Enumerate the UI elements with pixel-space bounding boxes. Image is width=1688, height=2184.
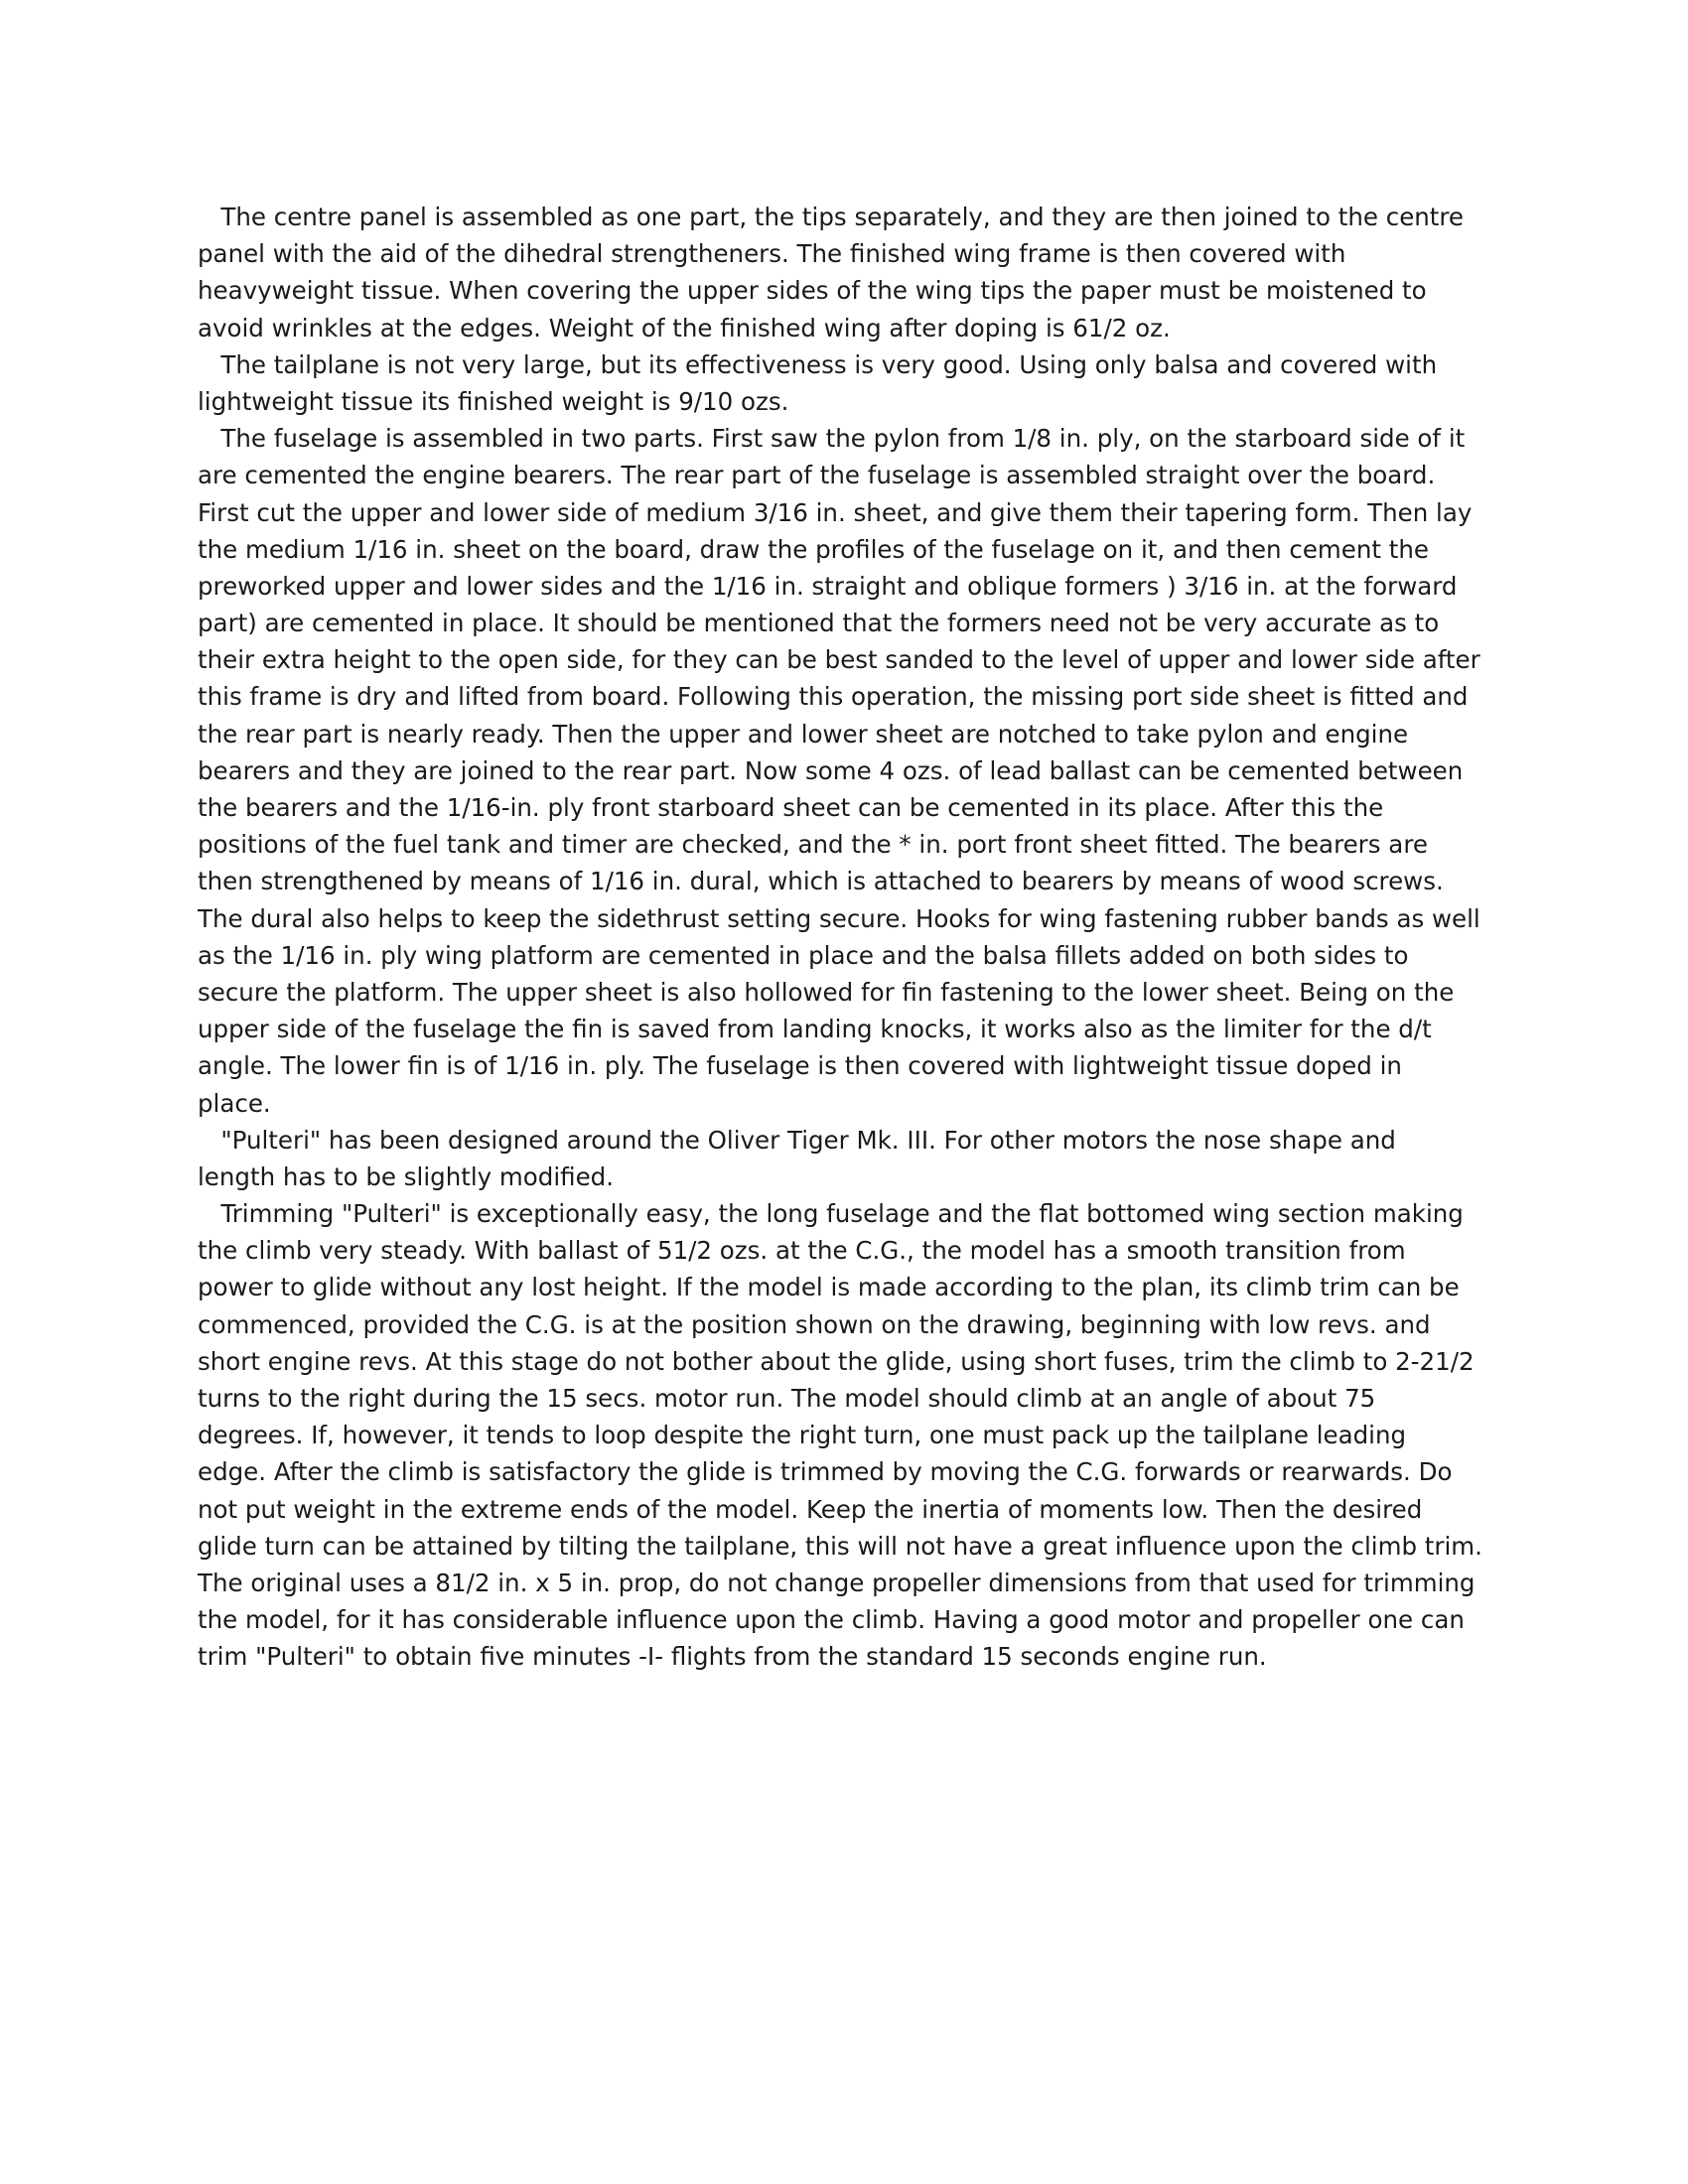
text-line: degrees. If, however, it tends to loop despite the right turn, one must pack up the tailplane leading bbox=[198, 1421, 1407, 1450]
text-line: length has to be slightly modified. bbox=[198, 1161, 614, 1191]
text-line: the bearers and the 1/16-in. ply front starboard sheet can be cemented in its place. After this the bbox=[198, 793, 1384, 822]
text-line: The dural also helps to keep the sidethrust setting secure. Hooks for wing fastening rubber bands as well bbox=[198, 903, 1480, 933]
text-line: trim "Pulteri" to obtain five minutes -I- flights from the standard 15 seconds engine run. bbox=[198, 1642, 1267, 1672]
text-line: The fuselage is assembled in two parts. First saw the pylon from 1/8 in. ply, on the starboard side of it bbox=[198, 424, 1466, 454]
text-line: glide turn can be attained by tilting the tailplane, this will not have a great influence upon the climb trim. bbox=[198, 1531, 1482, 1561]
text-line: edge. After the climb is satisfactory the glide is trimmed by moving the C.G. forwards or rearwards. Do bbox=[198, 1457, 1453, 1487]
text-line: Trimming "Pulteri" is exceptionally easy, the long fuselage and the flat bottomed wing section making bbox=[198, 1199, 1464, 1229]
text-line: their extra height to the open side, for they can be best sanded to the level of upper and lower side after bbox=[198, 645, 1480, 675]
text-line: The original uses a 81/2 in. x 5 in. prop, do not change propeller dimensions from that used for trimming bbox=[198, 1568, 1476, 1597]
text-line: positions of the fuel tank and timer are checked, and the * in. port front sheet fitted. The bearers are bbox=[198, 830, 1428, 860]
text-line: secure the platform. The upper sheet is also hollowed for fin fastening to the lower sheet. Being on the bbox=[198, 977, 1455, 1007]
text-line: angle. The lower fin is of 1/16 in. ply. The fuselage is then covered with lightweight tissue doped in bbox=[198, 1051, 1402, 1081]
text-line: short engine revs. At this stage do not bother about the glide, using short fuses, trim the climb to 2-21/2 bbox=[198, 1346, 1475, 1376]
text-line: power to glide without any lost height. If the model is made according to the plan, its climb trim can be bbox=[198, 1273, 1460, 1302]
text-line: First cut the upper and lower side of medium 3/16 in. sheet, and give them their tapering form. Then lay bbox=[198, 497, 1473, 527]
text-line: not put weight in the extreme ends of the model. Keep the inertia of moments low. Then the desired bbox=[198, 1494, 1423, 1524]
text-line: the climb very steady. With ballast of 51/2 ozs. at the C.G., the model has a smooth transition from bbox=[198, 1236, 1406, 1266]
text-line: bearers and they are joined to the rear part. Now some 4 ozs. of lead ballast can be cemented between bbox=[198, 755, 1464, 785]
text-line: panel with the aid of the dihedral strengtheners. The finished wing frame is then covered with bbox=[198, 239, 1346, 269]
text-line: "Pulteri" has been designed around the Oliver Tiger Mk. III. For other motors the nose shape and bbox=[198, 1125, 1396, 1155]
body-text bbox=[198, 199, 1488, 1676]
text-line: are cemented the engine bearers. The rear part of the fuselage is assembled straight over the board. bbox=[198, 461, 1436, 490]
text-line: The centre panel is assembled as one part, the tips separately, and they are then joined to the centre bbox=[198, 203, 1465, 231]
text-line: the medium 1/16 in. sheet on the board, draw the profiles of the fuselage on it, and then cement the bbox=[198, 534, 1429, 564]
text-line: part) are cemented in place. It should be mentioned that the formers need not be very accurate as to bbox=[198, 609, 1440, 638]
text-line: lightweight tissue its finished weight is 9/10 ozs. bbox=[198, 386, 789, 416]
text-line: turns to the right during the 15 secs. motor run. The model should climb at an angle of about 75 bbox=[198, 1384, 1376, 1413]
text-line: place. bbox=[198, 1088, 271, 1118]
text-line: preworked upper and lower sides and the 1/16 in. straight and oblique formers ) 3/16 in. at the forward bbox=[198, 571, 1458, 601]
text-line: The tailplane is not very large, but its effectiveness is very good. Using only balsa and covered with bbox=[198, 349, 1438, 379]
text-line: the rear part is nearly ready. Then the upper and lower sheet are notched to take pylon and engine bbox=[198, 719, 1409, 749]
text-line: then strengthened by means of 1/16 in. dural, which is attached to bearers by means of wood screws. bbox=[198, 867, 1444, 896]
text-line: heavyweight tissue. When covering the upper sides of the wing tips the paper must be moistened to bbox=[198, 276, 1427, 306]
text-line: the model, for it has considerable influence upon the climb. Having a good motor and propeller one can bbox=[198, 1605, 1465, 1635]
text-line: as the 1/16 in. ply wing platform are cemented in place and the balsa fillets added on both sides to bbox=[198, 940, 1409, 970]
text-line: commenced, provided the C.G. is at the position shown on the drawing, beginning with low revs. and bbox=[198, 1309, 1431, 1339]
text-line: avoid wrinkles at the edges. Weight of the finished wing after doping is 61/2 oz. bbox=[198, 313, 1171, 342]
text-line: upper side of the fuselage the fin is saved from landing knocks, it works also as the limiter for the d/t bbox=[198, 1015, 1432, 1044]
text-line: this frame is dry and lifted from board. Following this operation, the missing port side sheet is fitted and bbox=[198, 682, 1469, 712]
